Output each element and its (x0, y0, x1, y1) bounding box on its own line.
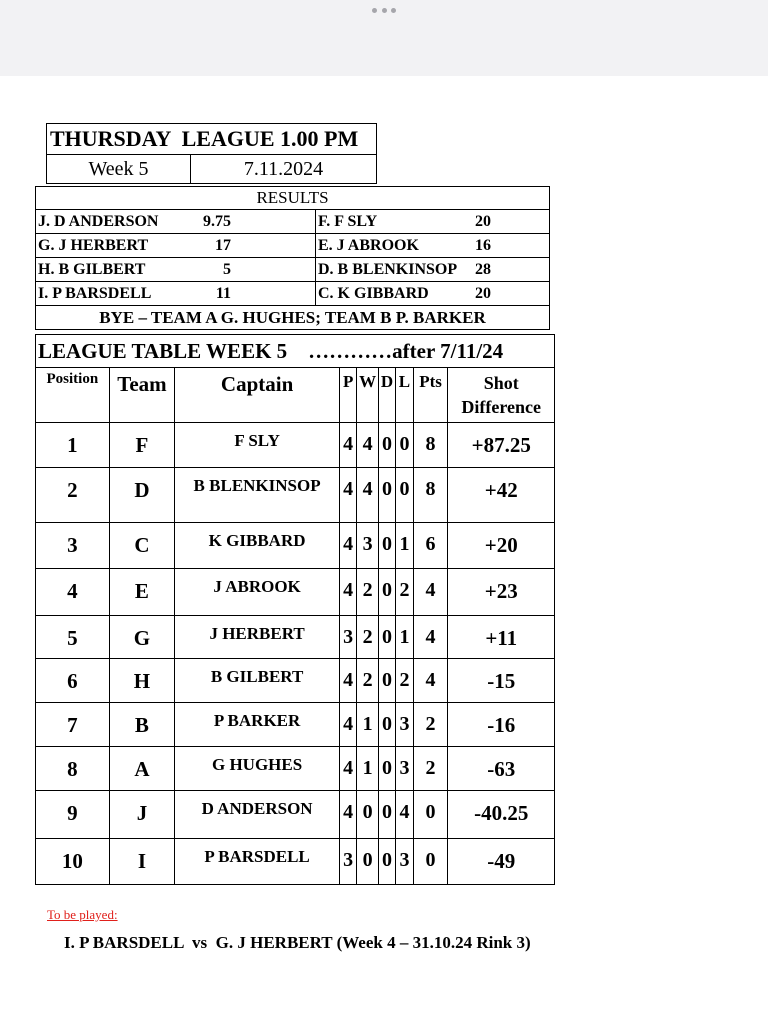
won-cell: 0 (357, 791, 378, 839)
to-be-played-label: To be played: (47, 907, 118, 922)
won-cell: 4 (357, 468, 378, 523)
points-cell: 4 (413, 616, 448, 659)
results-heading: RESULTS (36, 187, 550, 210)
result-away-score: 20 (475, 212, 491, 230)
played-cell: 4 (339, 423, 356, 468)
team-cell: C (109, 523, 175, 569)
col-played: P (339, 368, 356, 423)
points-cell: 8 (413, 423, 448, 468)
lost-cell: 3 (396, 747, 413, 791)
won-cell: 4 (357, 423, 378, 468)
drawn-cell: 0 (378, 569, 395, 616)
col-position: Position (36, 368, 110, 423)
shot-diff-cell: +20 (448, 523, 555, 569)
team-cell: I (109, 839, 175, 885)
shot-diff-cell: +42 (448, 468, 555, 523)
result-row (36, 282, 550, 306)
result-away-cell (316, 258, 550, 282)
points-cell: 0 (413, 791, 448, 839)
captain-cell: B BLENKINSOP (175, 468, 340, 523)
result-home-cell (36, 210, 316, 234)
col-won: W (357, 368, 378, 423)
result-away-cell (316, 210, 550, 234)
position-cell: 2 (36, 468, 110, 523)
table-row (36, 616, 555, 659)
won-cell: 3 (357, 523, 378, 569)
captain-cell: F SLY (175, 423, 340, 468)
result-row (36, 210, 550, 234)
points-cell: 2 (413, 747, 448, 791)
shot-diff-cell: +23 (448, 569, 555, 616)
table-row (36, 468, 555, 523)
won-cell: 0 (357, 839, 378, 885)
drawn-cell: 0 (378, 747, 395, 791)
drawn-cell: 0 (378, 659, 395, 703)
table-row (36, 747, 555, 791)
lost-cell: 3 (396, 703, 413, 747)
result-away-score: 16 (475, 236, 491, 254)
bye-note: BYE – TEAM A G. HUGHES; TEAM B P. BARKER (36, 306, 550, 330)
won-cell: 2 (357, 569, 378, 616)
position-cell: 6 (36, 659, 110, 703)
played-cell: 4 (339, 747, 356, 791)
played-cell: 4 (339, 468, 356, 523)
team-cell: A (109, 747, 175, 791)
captain-cell: K GIBBARD (175, 523, 340, 569)
table-row (36, 569, 555, 616)
result-away-team: C. K GIBBARD (318, 284, 429, 302)
team-cell: G (109, 616, 175, 659)
points-cell: 4 (413, 569, 448, 616)
played-cell: 4 (339, 659, 356, 703)
shot-diff-cell: -15 (448, 659, 555, 703)
drawn-cell: 0 (378, 468, 395, 523)
drawn-cell: 0 (378, 423, 395, 468)
col-captain: Captain (175, 368, 340, 423)
match-date: 7.11.2024 (191, 155, 377, 184)
table-row (36, 791, 555, 839)
drawn-cell: 0 (378, 839, 395, 885)
drawn-cell: 0 (378, 616, 395, 659)
result-row (36, 258, 550, 282)
result-away-score: 20 (475, 284, 491, 302)
result-home-team: G. J HERBERT (38, 236, 149, 254)
col-team: Team (109, 368, 175, 423)
lost-cell: 0 (396, 423, 413, 468)
result-home-cell (36, 282, 316, 306)
col-lost: L (396, 368, 413, 423)
league-header (46, 123, 377, 184)
result-away-score: 28 (475, 260, 491, 278)
team-cell: B (109, 703, 175, 747)
lost-cell: 0 (396, 468, 413, 523)
shot-diff-cell: +11 (448, 616, 555, 659)
played-cell: 3 (339, 616, 356, 659)
team-cell: F (109, 423, 175, 468)
played-cell: 4 (339, 523, 356, 569)
table-row (36, 659, 555, 703)
week-label: Week 5 (47, 155, 191, 184)
captain-cell: J ABROOK (175, 569, 340, 616)
results-table (35, 186, 550, 330)
col-drawn: D (378, 368, 395, 423)
table-row (36, 423, 555, 468)
result-home-team: J. D ANDERSON (38, 212, 159, 230)
league-title: THURSDAY LEAGUE 1.00 PM (47, 124, 377, 155)
captain-cell: B GILBERT (175, 659, 340, 703)
captain-cell: J HERBERT (175, 616, 340, 659)
captain-cell: P BARSDELL (175, 839, 340, 885)
lost-cell: 4 (396, 791, 413, 839)
result-home-score: 11 (215, 284, 231, 302)
result-away-cell (316, 234, 550, 258)
result-home-score: 9.75 (203, 212, 231, 230)
team-cell: D (109, 468, 175, 523)
drawn-cell: 0 (378, 703, 395, 747)
lost-cell: 1 (396, 523, 413, 569)
col-points: Pts (413, 368, 448, 423)
col-shot-difference: Shot Difference (448, 368, 555, 423)
result-home-team: H. B GILBERT (38, 260, 146, 278)
shot-diff-cell: -63 (448, 747, 555, 791)
shot-diff-cell: -40.25 (448, 791, 555, 839)
won-cell: 2 (357, 659, 378, 703)
team-cell: E (109, 569, 175, 616)
viewer-toolbar (0, 0, 768, 76)
captain-cell: D ANDERSON (175, 791, 340, 839)
league-table (35, 334, 555, 885)
position-cell: 10 (36, 839, 110, 885)
points-cell: 2 (413, 703, 448, 747)
position-cell: 8 (36, 747, 110, 791)
lost-cell: 2 (396, 569, 413, 616)
captain-cell: P BARKER (175, 703, 340, 747)
result-home-cell (36, 258, 316, 282)
position-cell: 9 (36, 791, 110, 839)
league-table-header (36, 368, 555, 423)
shot-diff-cell: -16 (448, 703, 555, 747)
result-away-cell (316, 282, 550, 306)
played-cell: 4 (339, 569, 356, 616)
position-cell: 4 (36, 569, 110, 616)
team-cell: H (109, 659, 175, 703)
points-cell: 0 (413, 839, 448, 885)
position-cell: 1 (36, 423, 110, 468)
position-cell: 5 (36, 616, 110, 659)
result-away-team: D. B BLENKINSOP (318, 260, 458, 278)
table-row (36, 839, 555, 885)
lost-cell: 2 (396, 659, 413, 703)
played-cell: 4 (339, 703, 356, 747)
table-row (36, 523, 555, 569)
played-cell: 3 (339, 839, 356, 885)
points-cell: 4 (413, 659, 448, 703)
shot-diff-cell: +87.25 (448, 423, 555, 468)
won-cell: 2 (357, 616, 378, 659)
lost-cell: 3 (396, 839, 413, 885)
table-row (36, 703, 555, 747)
team-cell: J (109, 791, 175, 839)
lost-cell: 1 (396, 616, 413, 659)
league-table-title: LEAGUE TABLE WEEK 5 …………after 7/11/24 (36, 335, 555, 368)
drawn-cell: 0 (378, 523, 395, 569)
more-horizontal-icon[interactable] (372, 6, 396, 14)
result-away-team: F. F SLY (318, 212, 378, 230)
drawn-cell: 0 (378, 791, 395, 839)
points-cell: 6 (413, 523, 448, 569)
pending-fixture: I. P BARSDELL vs G. J HERBERT (Week 4 – 31.10.24 Rink 3) (64, 933, 531, 952)
result-home-score: 5 (223, 260, 231, 278)
result-home-team: I. P BARSDELL (38, 284, 152, 302)
won-cell: 1 (357, 703, 378, 747)
position-cell: 3 (36, 523, 110, 569)
captain-cell: G HUGHES (175, 747, 340, 791)
result-row (36, 234, 550, 258)
played-cell: 4 (339, 791, 356, 839)
won-cell: 1 (357, 747, 378, 791)
result-home-score: 17 (215, 236, 231, 254)
result-home-cell (36, 234, 316, 258)
shot-diff-cell: -49 (448, 839, 555, 885)
result-away-team: E. J ABROOK (318, 236, 419, 254)
position-cell: 7 (36, 703, 110, 747)
points-cell: 8 (413, 468, 448, 523)
